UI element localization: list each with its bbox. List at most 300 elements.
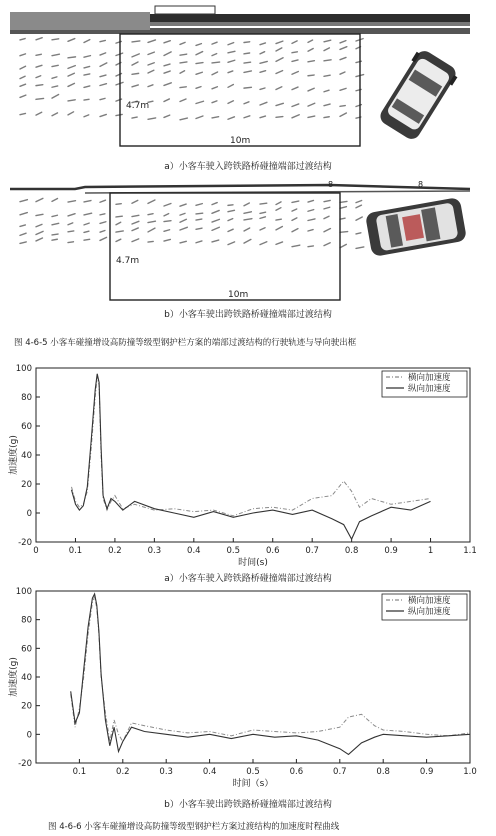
x-tick-label: 0.2 bbox=[116, 767, 130, 777]
x-tick-label: 0.2 bbox=[108, 546, 122, 556]
trajectory-dash bbox=[324, 117, 329, 118]
trajectory-dash bbox=[20, 233, 26, 235]
chart-a-container bbox=[0, 360, 496, 585]
x-tick-label: 0.6 bbox=[265, 546, 280, 556]
dim-length-a: 10m bbox=[230, 136, 251, 146]
trajectory-dash bbox=[292, 41, 297, 43]
dim-height-a: 4.7m bbox=[126, 101, 150, 111]
trajectory-dash bbox=[20, 66, 26, 69]
trajectory-dash bbox=[356, 201, 362, 203]
trajectory-dash bbox=[292, 229, 298, 232]
trajectory-dash bbox=[52, 234, 58, 235]
trajectory-dash bbox=[148, 118, 156, 119]
y-tick-label: 60 bbox=[21, 644, 32, 655]
trajectory-traces-a bbox=[20, 38, 364, 120]
trajectory-dash bbox=[276, 242, 283, 244]
trajectory-dash bbox=[68, 57, 76, 58]
trajectory-dash bbox=[84, 56, 90, 58]
trajectory-dash bbox=[180, 213, 185, 215]
trajectory-dash bbox=[100, 231, 105, 233]
trajectory-dash bbox=[356, 247, 364, 248]
trajectory-dash bbox=[84, 223, 89, 225]
x-tick-label: 0.8 bbox=[376, 767, 390, 777]
trajectory-dash bbox=[68, 39, 75, 42]
trajectory-dash bbox=[228, 60, 235, 62]
trajectory-dash bbox=[148, 70, 154, 73]
x-axis-label: 时间（s） bbox=[232, 779, 274, 789]
trajectory-dash bbox=[324, 207, 330, 209]
trajectory-dash bbox=[308, 61, 314, 62]
trajectory-dash bbox=[68, 66, 75, 69]
trajectory-dash bbox=[340, 113, 346, 116]
trajectory-dash bbox=[148, 221, 155, 222]
trajectory-dash bbox=[84, 66, 90, 67]
trajectory-dash bbox=[100, 98, 105, 99]
trajectory-dash bbox=[164, 239, 170, 241]
trajectory-dash bbox=[180, 241, 186, 243]
trajectory-dash bbox=[308, 219, 315, 221]
trajectory-dash bbox=[324, 90, 329, 92]
trajectory-dash bbox=[276, 87, 282, 90]
trajectory-dash bbox=[36, 198, 43, 201]
trajectory-dash bbox=[196, 52, 203, 55]
trajectory-dash bbox=[36, 65, 42, 67]
x-tick-label: 0.5 bbox=[246, 767, 260, 777]
trajectory-dash bbox=[356, 217, 362, 220]
trajectory-dash bbox=[308, 49, 313, 52]
dim-height-b: 4.7m bbox=[116, 256, 140, 266]
trajectory-dash bbox=[260, 88, 265, 89]
trajectory-dash bbox=[180, 62, 187, 63]
trajectory-diagram-a bbox=[0, 0, 496, 160]
trajectory-dash bbox=[132, 54, 139, 57]
trajectory-dash bbox=[244, 102, 249, 104]
trajectory-dash bbox=[116, 222, 121, 225]
trajectory-dash bbox=[244, 212, 251, 214]
trajectory-dash bbox=[292, 87, 298, 90]
trajectory-dash bbox=[260, 43, 265, 45]
trajectory-dash bbox=[20, 200, 27, 202]
trajectory-dash bbox=[180, 54, 187, 55]
trajectory-dash bbox=[164, 64, 170, 66]
x-tick-label: 0.1 bbox=[68, 546, 83, 556]
trajectory-dash bbox=[116, 216, 122, 217]
trajectory-dash bbox=[260, 52, 265, 54]
trajectory-dash bbox=[36, 76, 41, 78]
trajectory-dash bbox=[340, 72, 345, 74]
panel-b-caption: b）小客车驶出跨铁路桥碰撞端部过渡结构 bbox=[164, 310, 332, 320]
trajectory-dash bbox=[36, 214, 43, 215]
trajectory-dash bbox=[148, 85, 153, 87]
trajectory-dash bbox=[196, 241, 202, 243]
trajectory-dash bbox=[324, 60, 331, 61]
guardrail-rail-a bbox=[150, 14, 470, 22]
trajectory-dash bbox=[36, 238, 42, 241]
trajectory-dash bbox=[52, 239, 57, 240]
trajectory-dash bbox=[228, 101, 233, 104]
trajectory-traces-b bbox=[20, 198, 364, 248]
trajectory-dash bbox=[260, 228, 265, 230]
trajectory-dash bbox=[260, 102, 267, 105]
trajectory-dash bbox=[180, 219, 186, 222]
trajectory-dash bbox=[100, 75, 106, 77]
trajectory-dash bbox=[84, 86, 90, 88]
trajectory-dash bbox=[100, 84, 106, 86]
trajectory-dash bbox=[36, 54, 41, 55]
trajectory-dash bbox=[68, 214, 75, 216]
legend-label: 横向加速度 bbox=[408, 596, 451, 606]
y-tick-label: 80 bbox=[21, 615, 32, 626]
trajectory-dash bbox=[20, 242, 26, 244]
trajectory-dash bbox=[68, 231, 74, 232]
trajectory-dash bbox=[260, 212, 266, 213]
trajectory-dash bbox=[324, 104, 330, 106]
bridge-block-a bbox=[10, 12, 150, 30]
legend-label: 横向加速度 bbox=[408, 373, 451, 383]
trajectory-dash bbox=[292, 218, 297, 221]
trajectory-dash bbox=[196, 116, 203, 119]
x-tick-label: 0.5 bbox=[226, 546, 241, 556]
trajectory-dash bbox=[164, 204, 171, 206]
car-icon-b bbox=[365, 197, 467, 257]
y-tick-label: 100 bbox=[15, 587, 32, 597]
trajectory-dash bbox=[324, 200, 330, 201]
x-tick-label: 0.9 bbox=[384, 546, 398, 556]
trajectory-dash bbox=[52, 199, 58, 202]
y-tick-label: 0 bbox=[26, 730, 32, 741]
trajectory-dash bbox=[68, 83, 74, 86]
series-line bbox=[72, 377, 431, 516]
exit-box-b bbox=[110, 193, 340, 300]
trajectory-dash bbox=[308, 116, 315, 117]
x-tick-label: 0.9 bbox=[419, 767, 434, 777]
trajectory-dash bbox=[244, 228, 250, 231]
trajectory-dash bbox=[116, 114, 122, 115]
trajectory-dash bbox=[68, 201, 75, 202]
trajectory-dash bbox=[292, 52, 297, 53]
trajectory-dash bbox=[244, 71, 251, 73]
trajectory-dash bbox=[324, 48, 329, 51]
trajectory-dash bbox=[324, 40, 331, 42]
trajectory-dash bbox=[52, 223, 59, 224]
trajectory-dash bbox=[180, 99, 186, 102]
trajectory-dash bbox=[84, 40, 90, 43]
trajectory-dash bbox=[340, 201, 347, 202]
trajectory-dash bbox=[52, 113, 58, 116]
trajectory-dash bbox=[52, 39, 59, 40]
trajectory-dash bbox=[308, 103, 315, 106]
trajectory-dash bbox=[324, 75, 330, 76]
trajectory-dash bbox=[116, 239, 121, 241]
trajectory-dash bbox=[228, 205, 233, 206]
chart-b-container bbox=[0, 585, 496, 810]
x-tick-label: 1.1 bbox=[463, 546, 477, 556]
x-tick-label: 0.4 bbox=[202, 767, 217, 777]
trajectory-dash bbox=[132, 62, 138, 65]
trajectory-dash bbox=[228, 43, 234, 45]
trajectory-dash bbox=[292, 209, 297, 211]
acceleration-chart-b bbox=[0, 585, 496, 797]
trajectory-dash bbox=[20, 54, 25, 56]
trajectory-dash bbox=[196, 44, 201, 46]
trajectory-dash bbox=[212, 42, 217, 44]
trajectory-dash bbox=[340, 207, 346, 209]
trajectory-dash bbox=[244, 239, 251, 243]
trajectory-dash bbox=[164, 115, 170, 117]
dim-length-b: 10m bbox=[228, 290, 249, 300]
trajectory-dash bbox=[100, 200, 105, 202]
trajectory-dash bbox=[276, 71, 283, 74]
trajectory-dash bbox=[84, 201, 91, 202]
trajectory-dash bbox=[212, 87, 217, 89]
trajectory-dash bbox=[116, 99, 122, 101]
trajectory-dash bbox=[52, 77, 57, 78]
guardrail-cap-a bbox=[155, 6, 215, 14]
trajectory-dash bbox=[84, 213, 92, 215]
trajectory-dash bbox=[20, 213, 27, 215]
trajectory-dash bbox=[148, 214, 153, 215]
trajectory-dash bbox=[52, 65, 58, 66]
x-tick-label: 1 bbox=[427, 546, 434, 556]
trajectory-dash bbox=[228, 71, 233, 73]
trajectory-dash bbox=[20, 39, 25, 40]
trajectory-dash bbox=[212, 54, 217, 56]
trajectory-dash bbox=[100, 40, 105, 41]
trajectory-dash bbox=[164, 99, 169, 102]
trajectory-dash bbox=[68, 112, 74, 115]
trajectory-dash bbox=[196, 72, 202, 74]
trajectory-dash bbox=[196, 213, 203, 214]
trajectory-dash bbox=[244, 219, 252, 220]
y-tick-label: 40 bbox=[21, 451, 32, 461]
trajectory-dash bbox=[324, 243, 330, 246]
trajectory-dash bbox=[68, 100, 75, 101]
trajectory-dash bbox=[244, 42, 250, 43]
trajectory-dash bbox=[180, 42, 185, 44]
trajectory-dash bbox=[100, 237, 107, 240]
trajectory-dash bbox=[100, 222, 106, 224]
trajectory-dash bbox=[20, 76, 25, 78]
trajectory-dash bbox=[228, 210, 234, 211]
trajectory-dash bbox=[148, 200, 155, 203]
x-tick-label: 0.1 bbox=[72, 767, 87, 777]
trajectory-dash bbox=[276, 226, 282, 229]
trajectory-dash bbox=[52, 215, 57, 216]
trajectory-dash bbox=[292, 201, 299, 202]
trajectory-dash bbox=[132, 85, 138, 87]
x-tick-label: 1.0 bbox=[463, 767, 477, 777]
x-tick-label: 0.7 bbox=[305, 546, 319, 556]
trajectory-dash bbox=[228, 117, 234, 119]
trajectory-dash bbox=[212, 219, 219, 222]
trajectory-dash bbox=[148, 52, 154, 54]
trajectory-dash bbox=[180, 118, 187, 120]
trajectory-dash bbox=[164, 221, 171, 222]
trajectory-dash bbox=[260, 116, 265, 118]
trajectory-dash bbox=[148, 228, 155, 232]
figure-465-panel-b bbox=[0, 175, 496, 320]
trajectory-dash bbox=[308, 75, 314, 76]
trajectory-dash bbox=[212, 227, 219, 230]
trajectory-dash bbox=[132, 215, 139, 216]
panel-a-caption: a）小客车驶入跨铁路桥碰撞端部过渡结构 bbox=[164, 162, 332, 172]
trajectory-dash bbox=[148, 63, 154, 65]
trajectory-dash bbox=[180, 71, 185, 73]
trajectory-dash bbox=[52, 54, 59, 55]
trajectory-dash bbox=[196, 219, 202, 220]
y-axis-label: 加速度(g) bbox=[9, 435, 19, 475]
trajectory-dash bbox=[164, 83, 171, 86]
trajectory-dash bbox=[340, 47, 347, 50]
trajectory-dash bbox=[196, 204, 202, 206]
trajectory-dash bbox=[324, 216, 329, 218]
trajectory-dash bbox=[340, 57, 346, 59]
x-tick-label: 0.6 bbox=[289, 767, 304, 777]
trajectory-dash bbox=[84, 99, 89, 100]
trajectory-dash bbox=[20, 113, 25, 114]
trajectory-dash bbox=[276, 103, 283, 105]
y-tick-label: 0 bbox=[26, 509, 32, 519]
trajectory-dash bbox=[340, 218, 345, 219]
trajectory-dash bbox=[276, 202, 281, 205]
trajectory-dash bbox=[148, 241, 153, 242]
trajectory-dash bbox=[292, 71, 298, 74]
trajectory-dash bbox=[20, 84, 26, 86]
trajectory-dash bbox=[244, 116, 250, 118]
trajectory-dash bbox=[132, 228, 138, 231]
x-tick-label: 0.7 bbox=[333, 767, 347, 777]
trajectory-dash bbox=[180, 87, 186, 88]
trajectory-dash bbox=[308, 200, 313, 202]
legend-label: 纵向加速度 bbox=[408, 384, 451, 394]
trajectory-dash bbox=[84, 231, 89, 232]
trajectory-dash bbox=[260, 61, 267, 63]
y-axis-label: 加速度(g) bbox=[9, 657, 19, 697]
trajectory-dash bbox=[132, 200, 138, 203]
y-tick-label: 60 bbox=[21, 422, 32, 432]
trajectory-dash bbox=[20, 95, 26, 97]
trajectory-dash bbox=[116, 204, 121, 205]
acceleration-chart-a bbox=[0, 360, 496, 570]
trajectory-dash bbox=[68, 73, 74, 76]
trajectory-dash bbox=[308, 230, 313, 231]
trajectory-dash bbox=[196, 228, 202, 229]
trajectory-dash bbox=[276, 219, 281, 220]
trajectory-dash bbox=[308, 88, 314, 91]
y-tick-label: -20 bbox=[18, 538, 32, 548]
trajectory-dash bbox=[212, 210, 219, 213]
trajectory-dash bbox=[164, 52, 171, 56]
trajectory-dash bbox=[100, 63, 107, 66]
x-tick-label: 0.4 bbox=[187, 546, 201, 556]
trajectory-dash bbox=[196, 101, 204, 103]
trajectory-dash bbox=[276, 48, 282, 51]
trajectory-dash bbox=[132, 73, 139, 74]
trajectory-diagram-b bbox=[0, 175, 496, 310]
trajectory-dash bbox=[36, 85, 43, 86]
x-tick-label: 0.8 bbox=[344, 546, 359, 556]
trajectory-dash bbox=[244, 62, 251, 63]
trajectory-dash bbox=[36, 231, 43, 234]
trajectory-dash bbox=[100, 214, 105, 215]
trajectory-dash bbox=[132, 117, 137, 118]
trajectory-dash bbox=[276, 58, 283, 62]
series-line bbox=[72, 374, 431, 539]
trajectory-dash bbox=[228, 219, 233, 221]
trajectory-dash bbox=[212, 240, 219, 242]
y-tick-label: 80 bbox=[21, 393, 32, 403]
trajectory-dash bbox=[292, 60, 298, 61]
trajectory-dash bbox=[164, 214, 169, 216]
trajectory-dash bbox=[164, 230, 170, 232]
trajectory-dash bbox=[244, 87, 251, 88]
trajectory-dash bbox=[36, 98, 44, 99]
y-tick-label: -20 bbox=[18, 759, 32, 769]
trajectory-dash bbox=[180, 227, 187, 230]
y-tick-label: 40 bbox=[21, 673, 32, 683]
trajectory-dash bbox=[68, 242, 73, 243]
trajectory-dash bbox=[132, 41, 140, 42]
guardrail-post-row-a bbox=[150, 22, 470, 26]
trajectory-dash bbox=[100, 53, 106, 55]
trajectory-dash bbox=[180, 204, 186, 206]
trajectory-dash bbox=[244, 53, 250, 54]
chart-a-caption: a）小客车驶入跨铁路桥碰撞端部过渡结构 bbox=[164, 574, 332, 584]
trajectory-dash bbox=[276, 117, 283, 118]
trajectory-dash bbox=[308, 210, 314, 212]
trajectory-dash bbox=[212, 101, 217, 103]
trajectory-dash bbox=[116, 231, 123, 232]
trajectory-dash bbox=[212, 72, 218, 75]
trajectory-dash bbox=[212, 203, 217, 205]
trajectory-dash bbox=[36, 112, 42, 115]
guardrail-line-b bbox=[10, 185, 470, 189]
trajectory-dash bbox=[212, 62, 220, 63]
y-tick-label: 100 bbox=[15, 364, 32, 374]
trajectory-dash bbox=[164, 71, 170, 73]
trajectory-dash bbox=[68, 223, 73, 225]
trajectory-dash bbox=[356, 233, 361, 234]
trajectory-dash bbox=[292, 115, 299, 118]
trajectory-dash bbox=[356, 205, 361, 208]
trajectory-dash bbox=[340, 244, 346, 247]
trajectory-dash bbox=[84, 74, 90, 75]
trajectory-dash bbox=[340, 41, 346, 43]
trajectory-dash bbox=[100, 114, 106, 116]
trajectory-dash bbox=[228, 229, 233, 231]
trajectory-dash bbox=[340, 106, 345, 107]
trajectory-dash bbox=[308, 40, 313, 42]
trajectory-dash bbox=[228, 85, 233, 88]
car-icon-a bbox=[375, 47, 460, 144]
x-tick-label: 0.3 bbox=[147, 546, 162, 556]
legend-label: 纵向加速度 bbox=[408, 607, 451, 617]
trajectory-dash bbox=[340, 232, 348, 233]
x-tick-label: 0 bbox=[33, 546, 39, 556]
trajectory-dash bbox=[324, 229, 330, 232]
trajectory-dash bbox=[164, 41, 170, 43]
post-marker-2-b: 8 bbox=[418, 180, 424, 189]
trajectory-dash bbox=[212, 117, 219, 118]
trajectory-dash bbox=[260, 71, 266, 73]
trajectory-dash bbox=[228, 242, 235, 245]
trajectory-dash bbox=[340, 88, 346, 90]
figure-466-caption: 图 4-6-6 小客车碰撞增设高防撞等级型钢护栏方案过渡结构的加速度时程曲线 bbox=[48, 822, 340, 832]
trajectory-dash bbox=[308, 246, 313, 247]
post-marker-1-b: 8 bbox=[328, 180, 334, 189]
trajectory-dash bbox=[132, 221, 139, 224]
trajectory-dash bbox=[228, 51, 235, 53]
